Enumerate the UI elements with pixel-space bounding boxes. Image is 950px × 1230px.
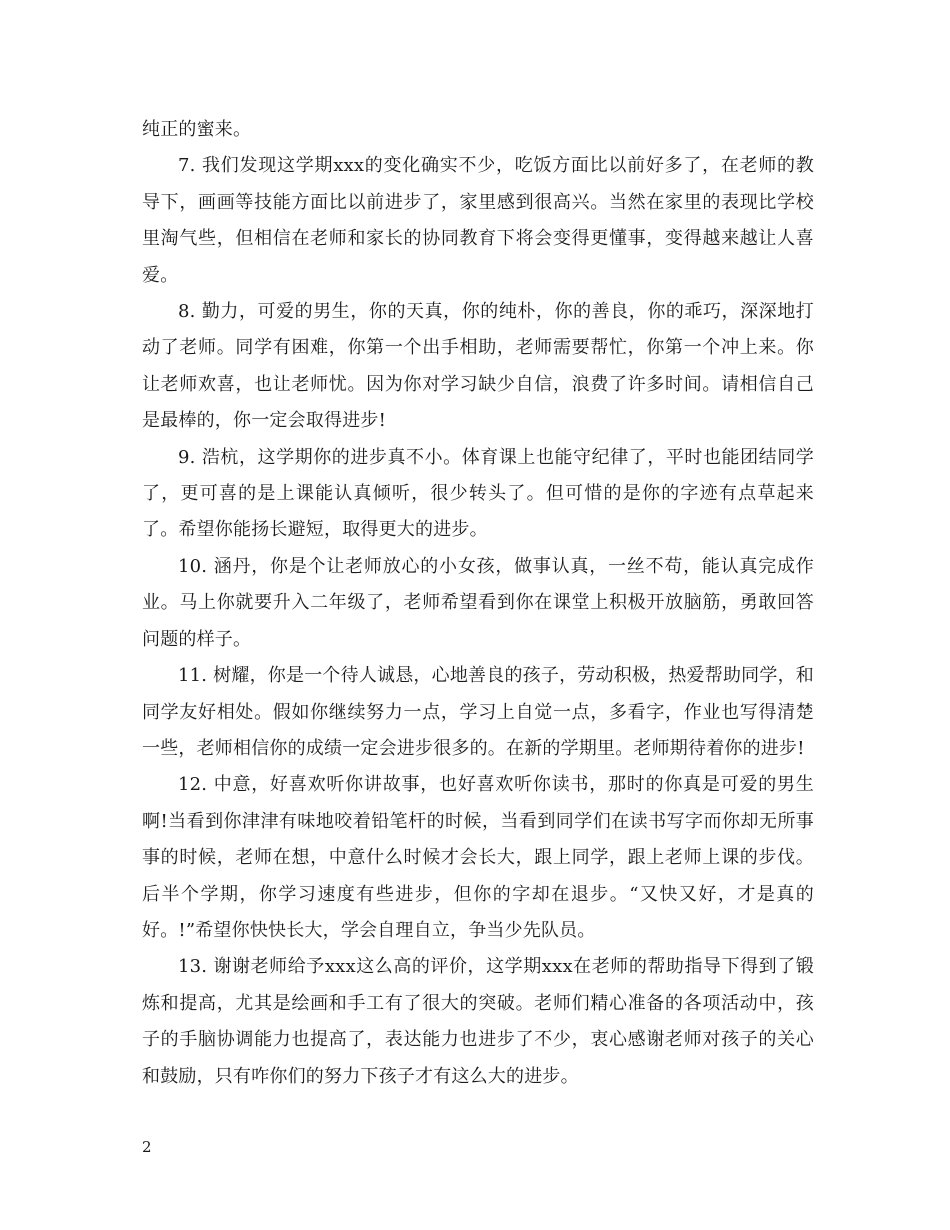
paragraph-item-8: 8. 勤力，可爱的男生，你的天真，你的纯朴，你的善良，你的乖巧，深深地打动了老师。同学有困难，你第一个出手相助，老师需要帮忙，你第一个冲上来。你让老师欢喜，也让老师忧。因为你对学习缺少自信，浪费了许多时间。请相信自己是最棒的，你一定会取得进步!: [142, 301, 814, 432]
paragraph-continuation: 纯正的蜜来。: [142, 119, 252, 140]
paragraph-item-11: 11. 树耀，你是一个待人诚恳，心地善良的孩子，劳动积极，热爱帮助同学，和同学友好相处。假如你继续努力一点，学习上自觉一点，多看字，作业也写得清楚一些，老师相信你的成绩一定会进步很多的。在新的学期里。老师期待着你的进步!: [142, 665, 814, 759]
page-number: 2: [142, 1138, 152, 1156]
paragraph-item-13: 13. 谢谢老师给予xxx这么高的评价，这学期xxx在老师的帮助指导下得到了锻炼和提高，尤其是绘画和手工有了很大的突破。老师们精心准备的各项活动中，孩子的手脑协调能力也提高了，表达能力也进步了不少，衷心感谢老师对孩子的关心和鼓励，只有咋你们的努力下孩子才有这么大的进步。: [142, 956, 814, 1087]
paragraph-item-7: 7. 我们发现这学期xxx的变化确实不少，吃饭方面比以前好多了，在老师的教导下，画画等技能方面比以前进步了，家里感到很高兴。当然在家里的表现比学校里淘气些，但相信在老师和家长的协同教育下将会变得更懂事，变得越来越让人喜爱。: [142, 155, 814, 286]
document-body: [142, 112, 814, 1095]
paragraph-item-12: 12. 中意，好喜欢听你讲故事，也好喜欢听你读书，那时的你真是可爱的男生啊!当看到你津津有味地咬着铅笔杆的时候，当看到同学们在读书写字而你却无所事事的时候，老师在想，中意什么时候才会长大，跟上同学，跟上老师上课的步伐。后半个学期，你学习速度有些进步，但你的字却在退步。“又快又好，才是真的好。!”希望你快快长大，学会自理自立，争当少先队员。: [142, 774, 814, 941]
paragraph-item-10: 10. 涵丹，你是个让老师放心的小女孩，做事认真，一丝不苟，能认真完成作业。马上你就要升入二年级了，老师希望看到你在课堂上积极开放脑筋，勇敢回答问题的样子。: [142, 555, 814, 650]
paragraph-item-9: 9. 浩杭，这学期你的进步真不小。体育课上也能守纪律了，平时也能团结同学了，更可喜的是上课能认真倾听，很少转头了。但可惜的是你的字迹有点草起来了。希望你能扬长避短，取得更大的进步。: [142, 446, 814, 541]
